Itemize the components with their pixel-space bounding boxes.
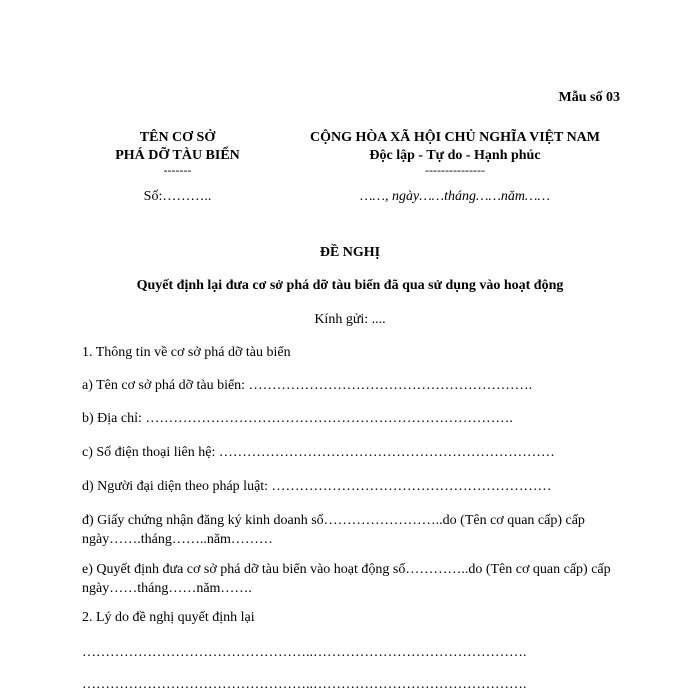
field-business-certificate: đ) Giấy chứng nhận đăng ký kinh doanh số……………………..do (Tên cơ quan cấp) cấp ngày…….tháng……..năm……… <box>82 513 585 547</box>
field-legal-representative: d) Người đại diện theo pháp luật: …………………………………………………… <box>82 479 552 494</box>
recipient-line: Kính gửi: .... <box>314 312 386 327</box>
national-rule: --------------- <box>425 163 485 177</box>
form-code: Mẫu số 03 <box>558 90 620 105</box>
reason-blank-line: …………………………………………..………………………………………. <box>82 645 527 660</box>
document-title: ĐỀ NGHỊ <box>319 245 381 260</box>
field-phone: c) Số điện thoại liên hệ: ……………………………………………………………… <box>82 445 555 460</box>
field-address: b) Địa chỉ: ……………………………………………………………………. <box>82 411 513 426</box>
national-title: CỘNG HÒA XÃ HỘI CHỦ NGHĨA VIỆT NAM <box>309 130 600 145</box>
reason-blank-line: …………………………………………..………………………………………. <box>82 677 527 692</box>
section1-heading: 1. Thông tin về cơ sở phá dỡ tàu biển <box>82 345 291 360</box>
document-number: Số:……….. <box>143 189 212 204</box>
organization-header <box>100 129 255 175</box>
organization-rule: ------- <box>163 163 192 177</box>
document-subtitle: Quyết định lại đưa cơ sở phá dỡ tàu biển đã qua sử dụng vào hoạt động <box>136 278 564 293</box>
place-date: ……, ngày……tháng……năm…… <box>360 189 550 204</box>
organization-name-line2: PHÁ DỠ TÀU BIỂN <box>115 148 240 163</box>
national-motto: Độc lập - Tự do - Hạnh phúc <box>369 148 541 163</box>
field-operation-decision: e) Quyết định đưa cơ sở phá dỡ tàu biển vào hoạt động số…………..do (Tên cơ quan cấp) cấp ngày……tháng……năm……. <box>82 562 611 596</box>
section2-heading: 2. Lý do đề nghị quyết định lại <box>82 610 255 625</box>
organization-name-line1: TÊN CƠ SỞ <box>139 130 216 145</box>
field-facility-name: a) Tên cơ sở phá dỡ tàu biển: ……………………………………………………. <box>82 378 533 393</box>
national-header <box>280 129 630 175</box>
